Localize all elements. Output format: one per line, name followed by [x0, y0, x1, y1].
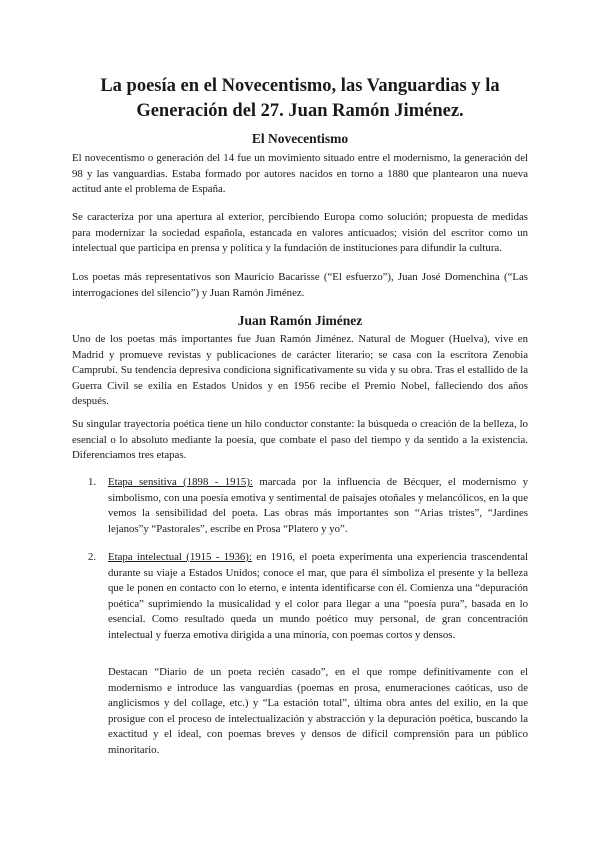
- document-title: [70, 74, 530, 124]
- title-line-1: La poesía en el Novecentismo, las Vanguardias y la: [100, 76, 500, 96]
- list-item-text: en 1916, el poeta experimenta una experiencia trascendental durante su viaje a Estados Unidos; conoce el mar, que para él simboliza el presente y la belleza que le ponen en contacto con lo eterno, e intenta identificarse con él. Comienza una “depuración poética” suprimiendo la musicalidad y el color para llegar a una “poesía pura”, basada en lo esencial. Como resultado queda un mundo poético muy personal, de gran concentración intelectual y fuerza emotiva dirigida a una minoría, con poemas cortos y densos.: [108, 551, 528, 641]
- list-item-number: 2.: [88, 551, 97, 563]
- list-item-number: 1.: [88, 476, 97, 488]
- list-item-etapa-intelectual: [108, 550, 528, 644]
- list-item-text: marcada por la influencia de Bécquer, el modernismo y simbolismo, con una poesía emotiva y sentimental de paisajes otoñales y melancólicos, en la que vemos la sensibilidad del poeta. Las obras más importantes son “Arias tristes”, “Jardines lejanos”y “Pastorales”, escribe en Prosa “Platero y yo”.: [108, 476, 528, 535]
- paragraph-novecentismo-intro: El novecentismo o generación del 14 fue un movimiento situado entre el modernismo, la generación del 98 y las vanguardias. Estaba formado por autores nacidos en torno a 1880 que plantearon una nueva actitud ante el problema de España.: [72, 152, 528, 196]
- list-item-label: Etapa intelectual (1915 - 1936):: [108, 551, 252, 563]
- paragraph-etapa-intelectual-works: Destacan “Diario de un poeta recién casado”, en el que rompe definitivamente con el modernismo e introduce las vanguardias (poemas en prosa, enumeraciones caóticas, uso de anglicismos y del collage, etc.) y “La estación total”, última obra antes del exilio, en la que prosigue con el proceso de intelectualización y abstracción y la depuración poética, buscando la exactitud y el ideal, con poemas breves y densos de difícil comprensión para un público minoritario.: [108, 666, 528, 756]
- title-line-2: Generación del 27. Juan Ramón Jiménez.: [136, 101, 464, 121]
- paragraph-juan-ramon-trajectory: Su singular trayectoria poética tiene un hilo conductor constante: la búsqueda o creación de la belleza, lo esencial o lo absoluto mediante la poesía, que combate el paso del tiempo y da sentido a la existencia. Diferenciamos tres etapas.: [72, 418, 528, 462]
- paragraph-juan-ramon-bio: Uno de los poetas más importantes fue Juan Ramón Jiménez. Natural de Moguer (Huelva), vive en Madrid y promueve revistas y publicaciones de carácter literario; se casa con la escritora Zenobia Camprubí. Su tendencia depresiva condiciona significativamente su vida y su obra. Tras el estallido de la Guerra Civil se exilia en Estados Unidos y en 1956 recibe el Premio Nobel, falleciendo dos años después.: [72, 333, 528, 408]
- paragraph-novecentismo-characteristics: Se caracteriza por una apertura al exterior, percibiendo Europa como solución; propuesta de medidas para modernizar la sociedad española, estancada en valores anticuados; visión del escritor como un intelectual que participa en prensa y política y la fundación de instituciones para difundir la cultura.: [72, 211, 528, 255]
- list-item-label: Etapa sensitiva (1898 - 1915):: [108, 476, 253, 488]
- list-item-etapa-sensitiva: [108, 475, 528, 537]
- paragraph-novecentismo-poets: Los poetas más representativos son Mauricio Bacarisse (“El esfuerzo”), Juan José Domenchina (“Las interrogaciones del silencio”) y Juan Ramón Jiménez.: [72, 271, 528, 299]
- section-heading-juan-ramon: Juan Ramón Jiménez: [237, 313, 363, 328]
- section-heading-novecentismo: El Novecentismo: [251, 131, 349, 146]
